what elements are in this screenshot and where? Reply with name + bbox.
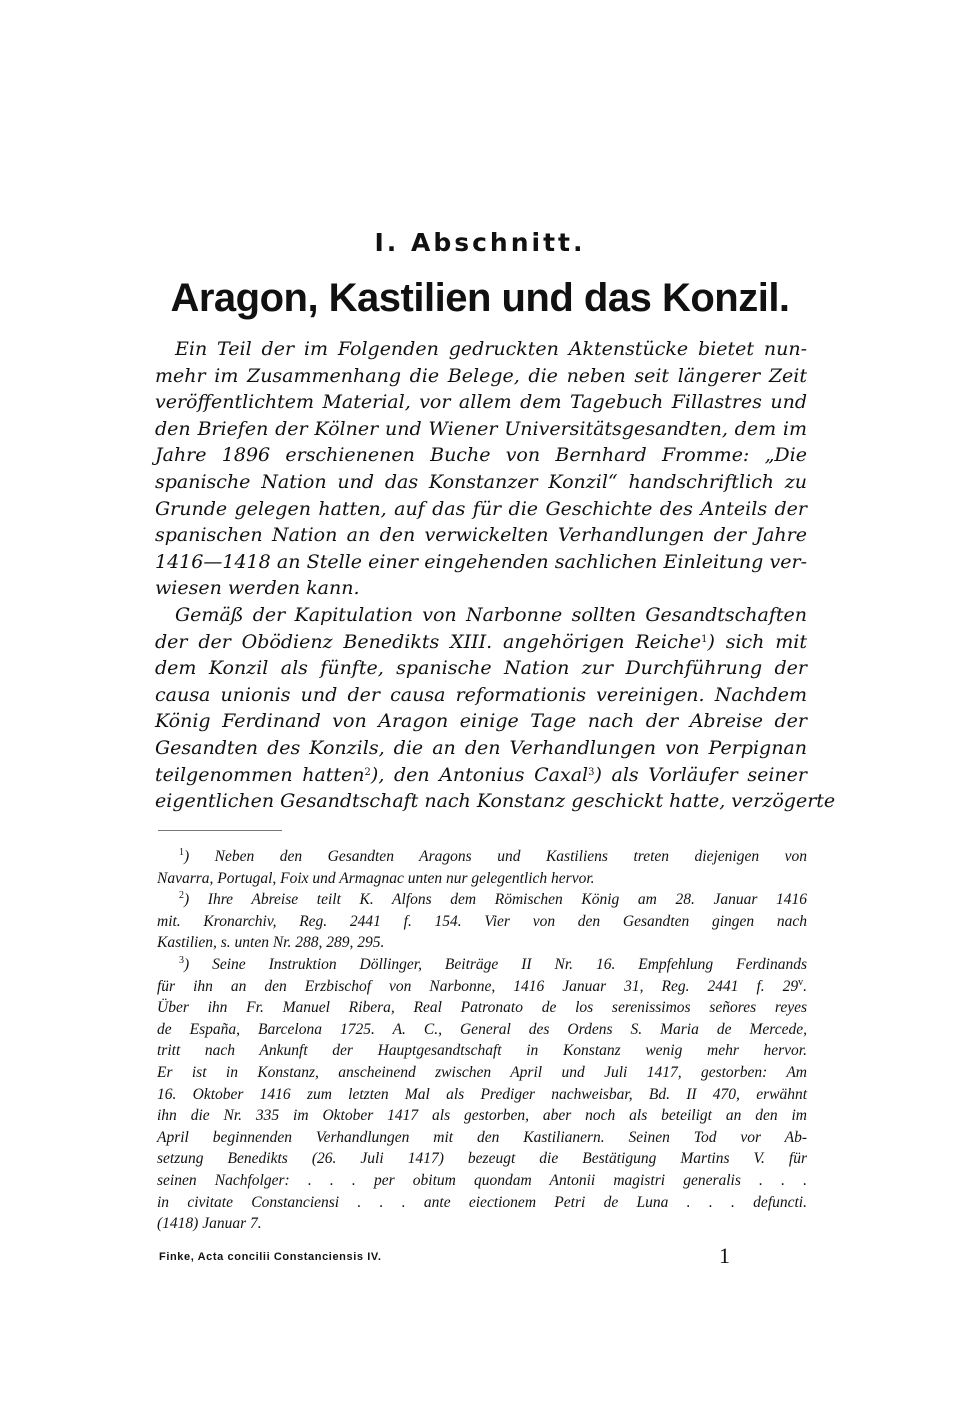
body-line: Grunde gelegen hatten, auf das für die Geschichte des Anteils der: [155, 497, 807, 520]
chapter-title: Aragon, Kastilien und das Konzil.: [170, 276, 790, 320]
footnote-line: [157, 846, 807, 868]
body-fragment: ) sich mit: [707, 630, 807, 653]
body-line: wiesen werden kann.: [155, 577, 360, 600]
body-line: Jahre 1896 erschienenen Buche von Bernhard Fromme: „Die: [155, 444, 807, 467]
footnote-line: tritt nach Ankunft der Hauptgesandtschaft in Konstanz wenig mehr hervor.: [157, 1042, 807, 1060]
body-fragment: ) als Vorläufer seiner: [594, 763, 807, 786]
footnote-ref: 3: [588, 766, 595, 778]
body-line: König Ferdinand von Aragon einige Tage nach der Abreise der: [155, 710, 807, 733]
footnote-line: mit. Kronarchiv, Reg. 2441 f. 154. Vier von den Gesandten gingen nach: [157, 912, 807, 930]
footnote-line: Navarra, Portugal, Foix und Armagnac unten nur gelegentlich hervor.: [157, 869, 595, 887]
body-fragment: der der Obödienz Benedikts XIII. angehörigen Reiche: [155, 630, 702, 653]
footer-citation: Finke, Acta concilii Constanciensis IV.: [159, 1251, 382, 1263]
footnote-line: in civitate Constanciensi . . . ante eiectionem Petri de Luna . . . defuncti.: [157, 1193, 807, 1211]
body-line: dem Konzil als fünfte, spanische Nation zur Durchführung der: [155, 657, 807, 680]
body-line: [155, 762, 807, 789]
footnote-line: ihn die Nr. 335 im Oktober 1417 als gestorben, aber noch als beteiligt an den im: [157, 1107, 807, 1125]
footnote-fragment: ) Seine Instruktion Döllinger, Beiträge II Nr. 16. Empfehlung Ferdinands: [184, 955, 807, 973]
body-line: den Briefen der Kölner und Wiener Universitätsgesandten, dem im: [155, 417, 807, 440]
footnote-line: seinen Nachfolger: . . . per obitum quondam Antonii magistri generalis . . .: [157, 1171, 807, 1189]
folio-verso-mark: v: [798, 976, 804, 988]
body-line: spanischen Nation an den verwickelten Verhandlungen der Jahre: [155, 524, 807, 547]
footnote-line: [157, 889, 807, 911]
body-fragment: ), den Antonius Caxal: [370, 763, 589, 786]
footnote-line: de España, Barcelona 1725. A. C., General des Ordens S. Maria de Mercede,: [157, 1020, 807, 1038]
body-text: [155, 336, 836, 815]
body-line: spanische Nation und das Konstanzer Konzil“ handschriftlich zu: [155, 470, 807, 493]
body-line: causa unionis und der causa reformationis vereinigen. Nachdem: [155, 683, 807, 706]
body-line: Gesandten des Konzils, die an den Verhandlungen von Perpignan: [155, 736, 807, 759]
footnote-line: [157, 954, 807, 976]
footnote-fragment: für ihn an den Erzbischof von Narbonne, 1416 Januar 31, Reg. 2441 f. 29: [157, 977, 799, 995]
body-line: Gemäß der Kapitulation von Narbonne sollten Gesandtschaften: [175, 603, 807, 626]
footnote-line: 16. Oktober 1416 zum letzten Mal als Prediger nachweisbar, Bd. II 470, erwähnt: [157, 1085, 807, 1103]
footnote-line: setzung Benedikts (26. Juli 1417) bezeugt die Bestätigung Martins V. für: [157, 1150, 807, 1168]
section-label: I. Abschnitt.: [374, 228, 586, 257]
footnote-ref: 2: [364, 766, 371, 778]
footnote-fragment: ) Neben den Gesandten Aragons und Kastiliens treten diejenigen von: [184, 848, 807, 865]
footnote-line: (1418) Januar 7.: [157, 1215, 262, 1233]
footnote-mark: 2: [179, 890, 184, 902]
footnote-ref: 1: [701, 633, 708, 645]
footnote-mark: 3: [179, 954, 184, 966]
body-line: eigentlichen Gesandtschaft nach Konstanz geschickt hatte, verzögerte: [155, 790, 836, 813]
page-footer: [157, 1243, 807, 1269]
body-line: mehr im Zusammenhang die Belege, die neben seit längerer Zeit: [155, 364, 807, 387]
footnote-line: April beginnenden Verhandlungen mit den Kastilianern. Seinen Tod vor Ab-: [157, 1128, 807, 1146]
body-line: Ein Teil der im Folgenden gedruckten Aktenstücke bietet nun-: [175, 338, 807, 360]
body-fragment: teilgenommen hatten: [155, 763, 365, 786]
footnotes: [157, 846, 807, 1235]
footnote-line: Er ist in Konstanz, anscheinend zwischen April und Juli 1417, gestorben: Am: [157, 1063, 807, 1081]
footnote-line: [157, 976, 807, 998]
footnote-mark: 1: [179, 847, 184, 858]
footnote-fragment: ) Ihre Abreise teilt K. Alfons dem Römischen König am 28. Januar 1416: [184, 891, 807, 909]
footnote-line: Kastilien, s. unten Nr. 288, 289, 295.: [157, 934, 385, 952]
page-number: 1: [719, 1243, 730, 1268]
footnote-line: Über ihn Fr. Manuel Ribera, Real Patronato de los serenissimos señores reyes: [157, 999, 807, 1017]
body-line: 1416—1418 an Stelle einer eingehenden sachlichen Einleitung ver-: [155, 550, 807, 573]
footnote-fragment: .: [803, 977, 807, 995]
body-line: [155, 629, 807, 656]
footnote-divider: [158, 830, 282, 831]
body-line: veröffentlichtem Material, vor allem dem Tagebuch Fillastres und: [155, 391, 807, 414]
